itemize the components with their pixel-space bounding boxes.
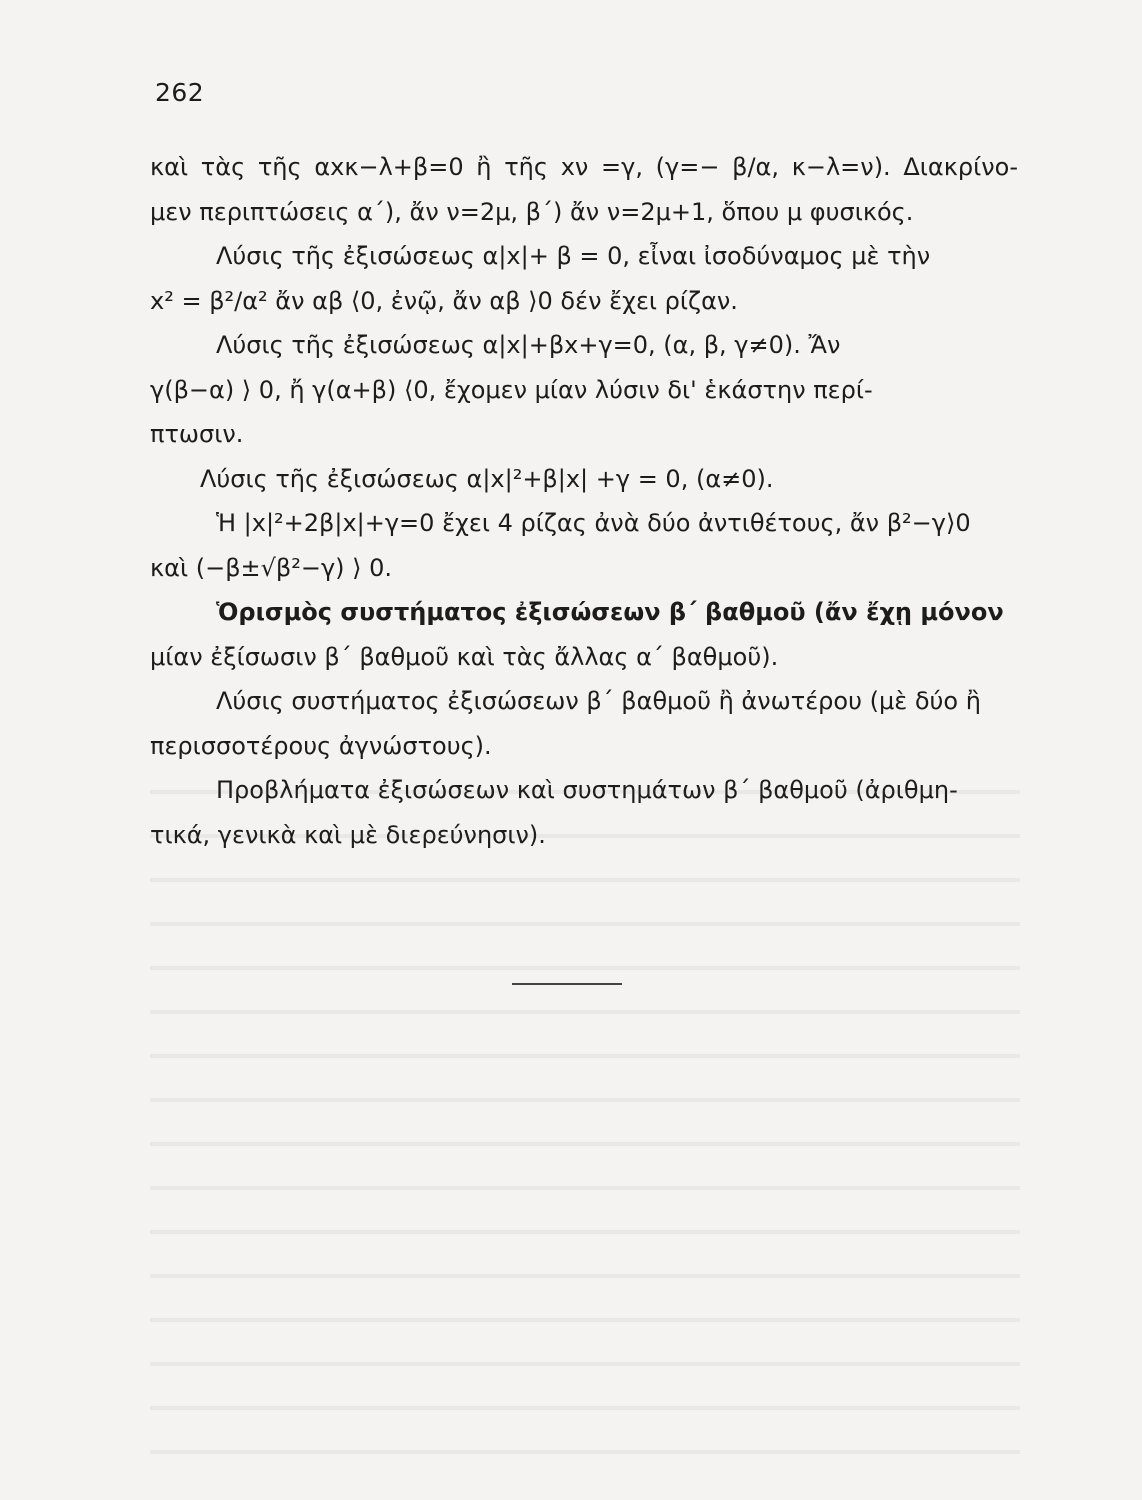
text-line: πτωσιν. [150,420,244,448]
page-number: 262 [155,78,205,107]
section-heading-line: Λύσις τῆς ἐξισώσεως α|x|+ β = 0, εἶναι ἰσοδύναμος μὲ τὴν [216,242,931,270]
text-line: περισσοτέρους ἀγνώστους). [150,731,492,760]
text-line: καὶ τὰς τῆς αxκ−λ+β=0 ἢ τῆς xν =γ, (γ=− β/α, κ−λ=ν). Διακρίνο- [150,153,1018,181]
section-heading-line: Ὁρισμὸς συστήματος ἐξισώσεων β΄ βαθμοῦ (ἄν ἔχῃ μόνον [216,598,1004,626]
text-line: μεν περιπτώσεις α΄), ἄν ν=2μ, β΄) ἄν ν=2μ+1, ὅπου μ φυσικός. [150,197,914,226]
text-line: γ(β−α) ⟩ 0, ἤ γ(α+β) ⟨0, ἔχομεν μίαν λύσιν δι' ἑκάστην περί- [150,375,873,404]
text-line: τικά, γενικὰ καὶ μὲ διερεύνησιν). [150,820,546,849]
text-line: καὶ (−β±√β²−γ) ⟩ 0. [150,553,393,582]
section-heading-line: Λύσις τῆς ἐξισώσεως α|x|²+β|x| +γ = 0, (α≠0). [200,464,774,493]
text-line: Ἡ |x|²+2β|x|+γ=0 ἔχει 4 ρίζας ἀνὰ δύο ἀντιθέτους, ἄν β²−γ⟩0 [216,509,971,537]
text-line: x² = β²/α² ἄν αβ ⟨0, ἐνῷ, ἄν αβ ⟩0 δέν ἔχει ρίζαν. [150,286,738,315]
text-line: μίαν ἐξίσωσιν β΄ βαθμοῦ καὶ τὰς ἄλλας α΄ βαθμοῦ). [150,642,779,671]
body-text [150,145,1018,857]
text-line: Λύσις συστήματος ἐξισώσεων β΄ βαθμοῦ ἢ ἀνωτέρου (μὲ δύο ἢ [216,687,981,715]
text-line: Προβλήματα ἐξισώσεων καὶ συστημάτων β΄ βαθμοῦ (ἀριθμη- [216,776,958,804]
reverse-page-bleed-through [150,760,1020,1460]
section-heading-line: Λύσις τῆς ἐξισώσεως α|x|+βx+γ=0, (α, β, γ≠0). Ἄν [216,331,841,359]
